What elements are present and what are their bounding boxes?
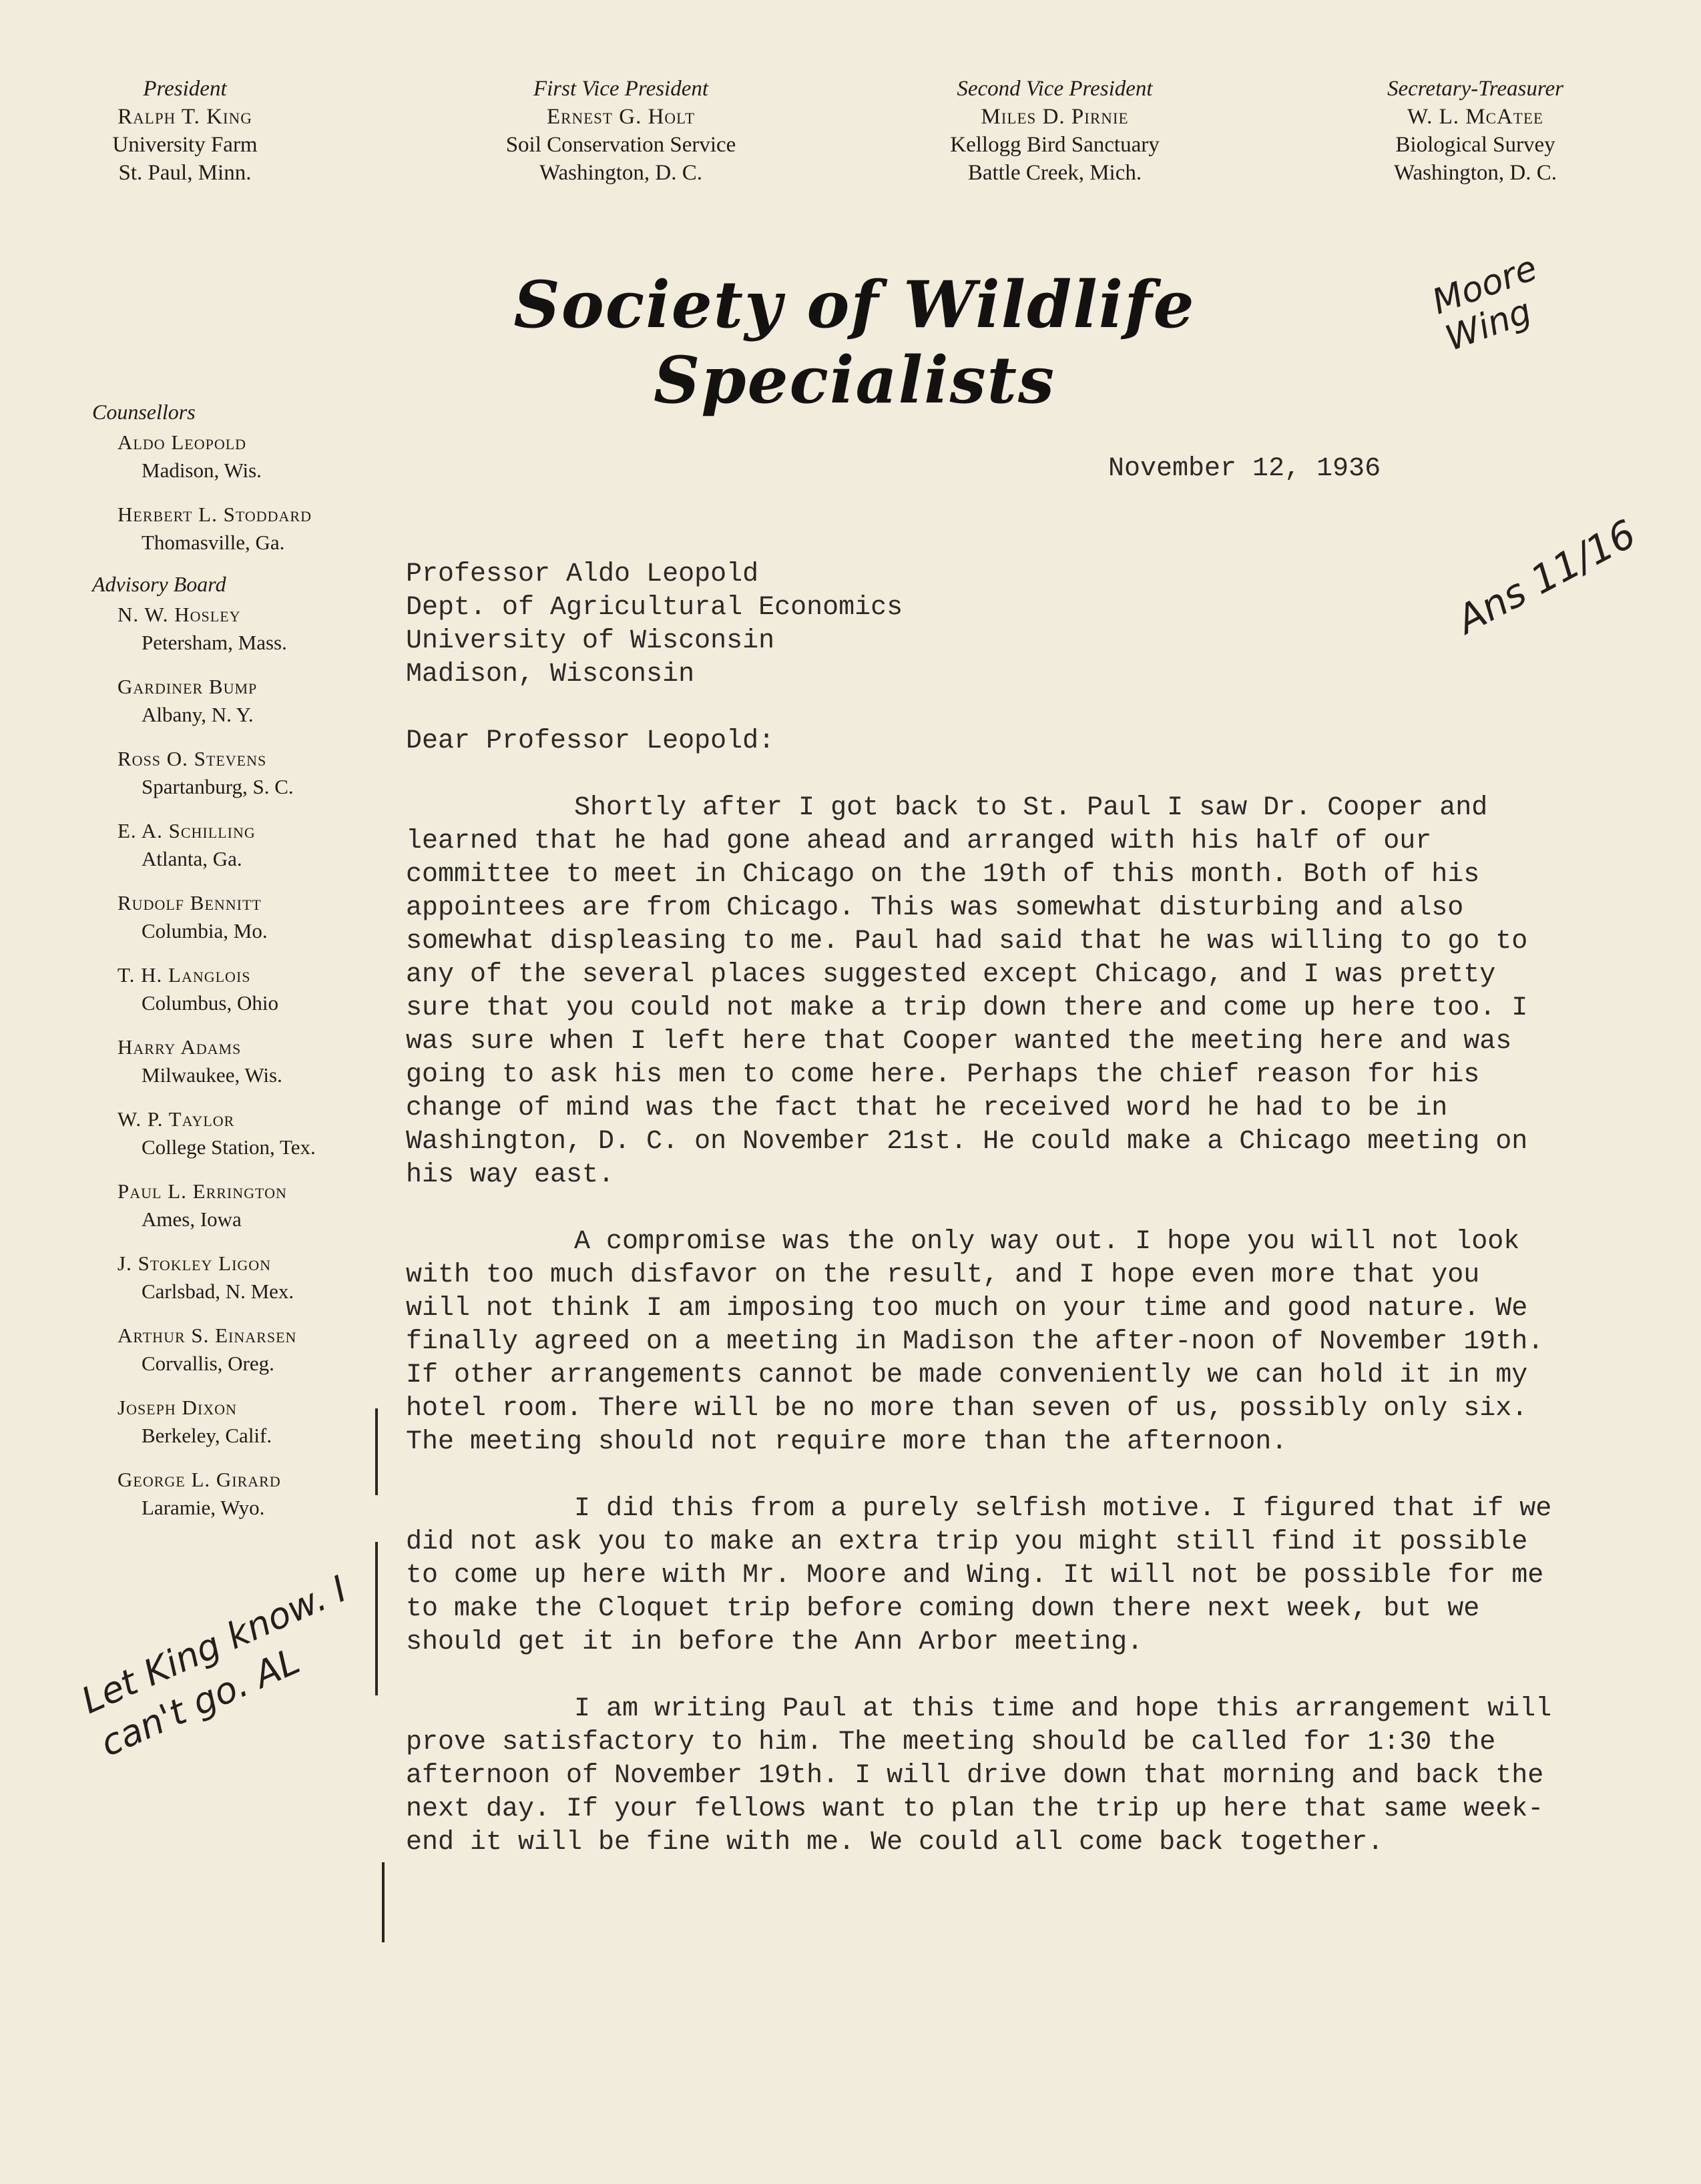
member-place: Berkeley, Calif. (142, 1424, 272, 1447)
member-place: Corvallis, Oreg. (142, 1352, 274, 1375)
address-line: Professor Aldo Leopold (406, 559, 759, 589)
officer-place: Battle Creek, Mich. (967, 161, 1142, 185)
member-place: Laramie, Wyo. (142, 1496, 265, 1519)
officer-org: Kellogg Bird Sanctuary (950, 133, 1160, 157)
officer-name: Ralph T. King (117, 105, 252, 129)
body-paragraph: I did this from a purely selfish motive. I figured that if we did not ask you to make an extra trip you might still find it possible to come up here with Mr. Moore and Wing. It will not be possible for me to make the Cloquet trip before coming down there next week, but we should get it in before the Ann Arbor meeting. (406, 1494, 1568, 1657)
member-place: Atlanta, Ga. (142, 847, 242, 870)
member-name: N. W. Hosley (117, 603, 241, 626)
member-place: Spartanburg, S. C. (142, 775, 294, 798)
officer-org: Soil Conservation Service (505, 133, 736, 157)
member-place: Madison, Wis. (142, 459, 262, 482)
officer-place: Washington, D. C. (539, 161, 702, 185)
member-name: Paul L. Errington (117, 1179, 287, 1203)
member-entry (117, 817, 386, 873)
officer-name: Ernest G. Holt (546, 105, 695, 129)
member-entry (117, 1466, 386, 1522)
officer-name: W. L. McAtee (1407, 105, 1543, 129)
address-line: Dept. of Agricultural Economics (406, 593, 903, 623)
member-entry (117, 1250, 386, 1306)
member-name: Arthur S. Einarsen (117, 1324, 297, 1347)
member-place: Albany, N. Y. (142, 703, 254, 726)
address-line: University of Wisconsin (406, 626, 775, 656)
member-name: Ross O. Stevens (117, 747, 267, 770)
member-place: Carlsbad, N. Mex. (142, 1280, 294, 1303)
member-name: Gardiner Bump (117, 675, 258, 698)
inside-address (406, 558, 903, 692)
member-place: Ames, Iowa (142, 1207, 242, 1231)
margin-bracket-line (375, 1408, 378, 1495)
letterhead-title: Society of Wildlife Specialists (513, 267, 1196, 418)
member-entry (117, 1394, 386, 1450)
officer-name: Miles D. Pirnie (981, 105, 1129, 129)
officer-role: President (143, 77, 227, 101)
officer-second-vice-president (915, 75, 1195, 187)
member-name: Rudolf Bennitt (117, 891, 262, 914)
handwritten-note-top: Moore Wing (1427, 248, 1543, 359)
member-entry (117, 1105, 386, 1161)
officer-place: Washington, D. C. (1394, 161, 1557, 185)
member-name: W. P. Taylor (117, 1107, 235, 1131)
letterhead-sidebar (92, 398, 386, 1538)
member-name: George L. Girard (117, 1468, 281, 1491)
member-name: Herbert L. Stoddard (117, 503, 312, 526)
handwritten-answered-note: Ans 11/16 (1449, 511, 1644, 643)
counsellors-heading: Counsellors (92, 400, 196, 424)
member-entry (117, 673, 386, 729)
member-name: Aldo Leopold (117, 431, 247, 454)
body-paragraph: Shortly after I got back to St. Paul I saw Dr. Cooper and learned that he had gone ahead and arranged with his half of our committee to meet in Chicago on the 19th of this month. Both of his appointees are from Chicago. This was somewhat disturbing and also somewhat displeasing to me. Paul had said that he was willing to go to any of the several places suggested except Chicago, and I was pretty sure that you could not make a trip down there and come up here too. I was sure when I left here that Cooper wanted the meeting here and was going to ask his men to come here. Perhaps the chief reason for his change of mind was the fact that he received word he had to be in Washington, D. C. on November 21st. He could make a Chicago meeting on his way east. (406, 793, 1544, 1190)
member-place: College Station, Tex. (142, 1135, 316, 1159)
member-place: Milwaukee, Wis. (142, 1063, 282, 1087)
margin-bracket-line (375, 1542, 378, 1695)
officer-role: Second Vice President (957, 77, 1153, 101)
member-place: Petersham, Mass. (142, 631, 287, 654)
letter-body (406, 792, 1568, 1893)
member-place: Columbia, Mo. (142, 919, 268, 942)
member-entry (117, 1177, 386, 1234)
officer-role: Secretary-Treasurer (1387, 77, 1563, 101)
member-entry (117, 1322, 386, 1378)
member-entry (117, 429, 386, 485)
body-paragraph: I am writing Paul at this time and hope this arrangement will prove satisfactory to him. The meeting should be called for 1:30 the afternoon of November 19th. I will drive down that morning and back the next day. If your fellows want to plan the trip up here that same week-end it will be fine with me. We could all come back together. (406, 1694, 1568, 1858)
member-name: Joseph Dixon (117, 1396, 237, 1419)
member-entry (117, 745, 386, 801)
handwritten-margin-note: Let King know. I can't go. AL (75, 1567, 353, 1765)
member-entry (117, 501, 386, 557)
member-entry (117, 1033, 386, 1089)
member-entry (117, 889, 386, 945)
officer-role: First Vice President (533, 77, 709, 101)
member-place: Thomasville, Ga. (142, 531, 285, 554)
member-place: Columbus, Ohio (142, 991, 278, 1015)
member-entry (117, 961, 386, 1017)
member-name: Harry Adams (117, 1035, 242, 1059)
margin-bracket-line (382, 1862, 385, 1942)
officer-org: Biological Survey (1395, 133, 1555, 157)
body-paragraph: A compromise was the only way out. I hope you will not look with too much disfavor on the result, and I hope even more that you will not think I am imposing too much on your time and good nature. We finally agreed on a meeting in Madison the after-noon of November 19th. If other arrangements cannot be made conveniently we can hold it in my hotel room. There will be no more than seven of us, possibly only six. The meeting should not require more than the afternoon. (406, 1227, 1560, 1457)
advisory-board-heading: Advisory Board (92, 572, 226, 596)
officer-org: University Farm (112, 133, 258, 157)
member-name: J. Stokley Ligon (117, 1252, 272, 1275)
advisory-board-list (92, 601, 386, 1522)
member-name: T. H. Langlois (117, 963, 251, 987)
officer-place: St. Paul, Minn. (118, 161, 252, 185)
member-entry (117, 601, 386, 657)
officer-secretary-treasurer (1328, 75, 1622, 187)
letter-date: November 12, 1936 (1108, 454, 1381, 484)
salutation: Dear Professor Leopold: (406, 726, 775, 756)
officer-first-vice-president (467, 75, 774, 187)
member-name: E. A. Schilling (117, 819, 256, 842)
officer-president (75, 75, 295, 187)
address-line: Madison, Wisconsin (406, 659, 695, 690)
counsellor-list (92, 429, 386, 557)
